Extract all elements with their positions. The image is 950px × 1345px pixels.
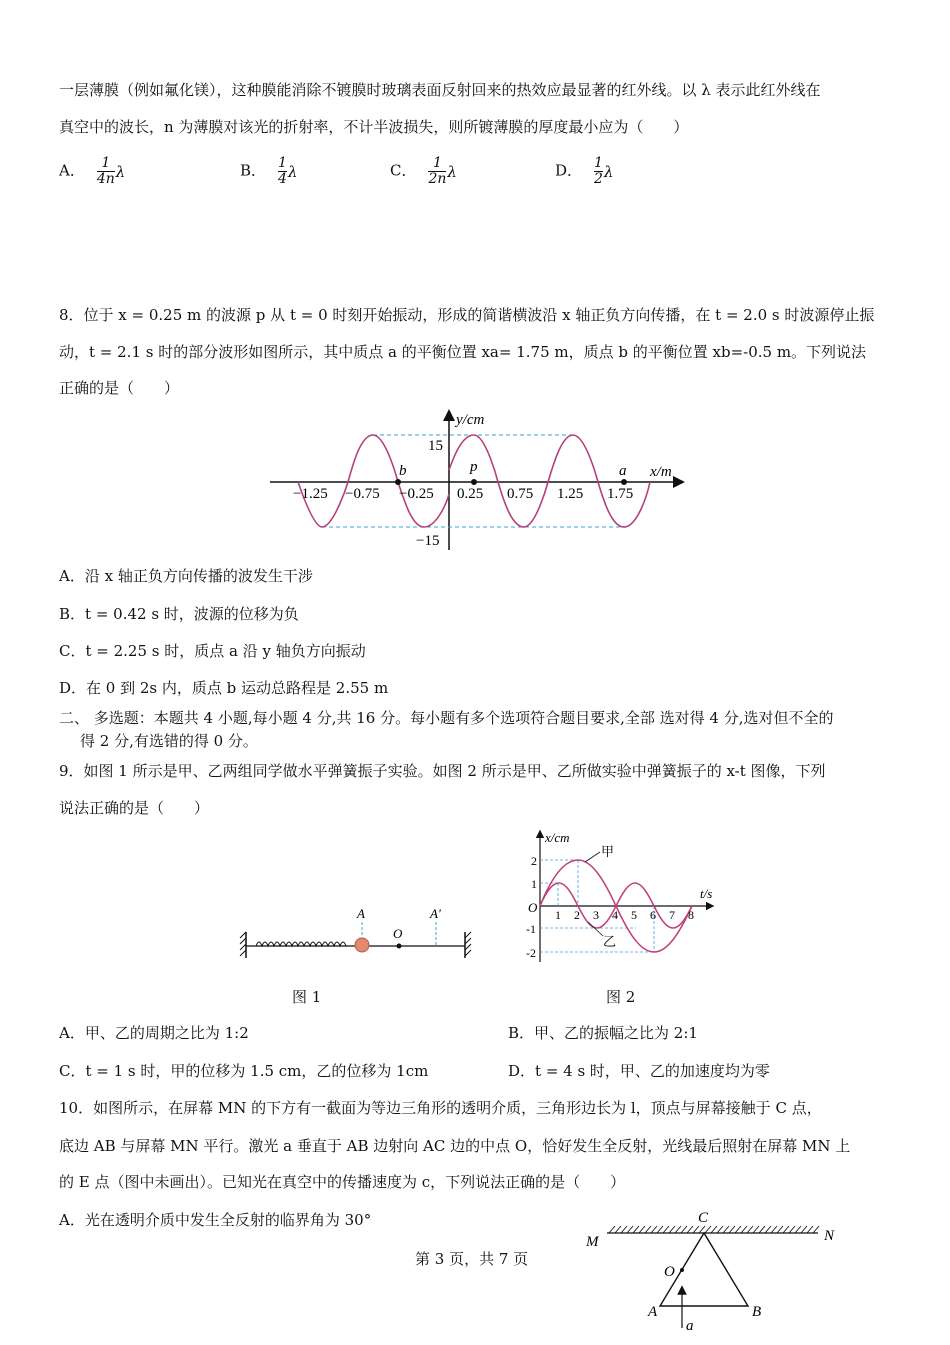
label-N: N xyxy=(824,1228,835,1244)
hatch-mark xyxy=(765,1226,771,1233)
x-tick-2: −0.75 xyxy=(345,486,380,502)
x-axis-label: x/cm xyxy=(545,830,570,845)
q9-option-d[interactable]: D．t = 4 s 时，甲、乙的加速度均为零 xyxy=(508,1062,770,1080)
q7-option-d[interactable] xyxy=(555,156,613,187)
q9-figure-2 xyxy=(520,828,720,968)
y-tick-1: 1 xyxy=(531,877,537,891)
q7-option-b[interactable] xyxy=(240,156,297,187)
label-jia: 甲 xyxy=(601,844,615,859)
q8-option-d[interactable]: D．在 0 到 2s 内，质点 b 运动总路程是 2.55 m xyxy=(59,679,389,697)
hatch-mark xyxy=(711,1226,717,1233)
hatch-mark xyxy=(633,1226,639,1233)
point-a xyxy=(621,479,627,485)
q9-option-b[interactable]: B．甲、乙的振幅之比为 2:1 xyxy=(508,1024,698,1042)
hatch-mark xyxy=(753,1226,759,1233)
hatch-mark xyxy=(663,1226,669,1233)
q8-line-1: 8．位于 x = 0.25 m 的波源 p 从 t = 0 时刻开始振动，形成的简谐横波沿 x 轴正负方向传播，在 t = 2.0 s 时波源停止振 xyxy=(59,306,875,324)
hatch-mark xyxy=(705,1226,711,1233)
label-B: B xyxy=(752,1304,762,1320)
hatch-mark xyxy=(639,1226,645,1233)
q8-line-3: 正确的是（ ） xyxy=(59,379,180,397)
option-label: B． xyxy=(240,161,267,180)
hatch-mark xyxy=(771,1226,777,1233)
fraction xyxy=(594,156,603,187)
hatch-mark xyxy=(801,1226,807,1233)
q9-line-2: 说法正确的是（ ） xyxy=(59,799,210,817)
hatch-mark xyxy=(783,1226,789,1233)
label-O: O xyxy=(393,926,403,941)
hatch-mark xyxy=(627,1226,633,1233)
y-tick-neg15: −15 xyxy=(416,533,440,549)
q10-line-1: 10．如图所示，在屏幕 MN 的下方有一截面为等边三角形的透明介质，三角形边长为 l，顶点与屏幕接触于 C 点， xyxy=(59,1099,822,1117)
numerator: 1 xyxy=(432,155,442,171)
fraction xyxy=(97,156,115,187)
x-tick-7: 1.75 xyxy=(607,486,634,502)
option-label: A． xyxy=(59,161,85,180)
hatch-mark xyxy=(747,1226,753,1233)
q9-option-c[interactable]: C．t = 1 s 时，甲的位移为 1.5 cm，乙的位移为 1cm xyxy=(59,1062,429,1080)
denominator: 2 xyxy=(594,171,603,187)
q9-figure-1 xyxy=(236,900,476,960)
q8-option-c[interactable]: C．t = 2.25 s 时，质点 a 沿 y 轴负方向振动 xyxy=(59,642,366,660)
hatch-mark xyxy=(681,1226,687,1233)
section-2-line-1: 二、 多选题：本题共 4 小题,每小题 4 分,共 16 分。每小题有多个选项符合题目要求,全部 选对得 4 分,选对但不全的 xyxy=(59,709,834,727)
hatch-mark xyxy=(687,1226,693,1233)
q7-line-1: 一层薄膜（例如氟化镁），这种膜能消除不镀膜时玻璃表面反射回来的热效应最显著的红外线。以 λ 表示此红外线在 xyxy=(59,81,821,99)
q8-line-2: 动，t = 2.1 s 时的部分波形如图所示，其中质点 a 的平衡位置 xa= 1.75 m，质点 b 的平衡位置 xb=-0.5 m。下列说法 xyxy=(59,343,867,361)
x-tick-3: −0.25 xyxy=(399,486,434,502)
label-M: M xyxy=(586,1234,599,1250)
x-tick-4: 0.25 xyxy=(457,486,484,502)
fraction xyxy=(428,156,446,187)
point-O xyxy=(397,944,402,949)
y-tick-neg2: -2 xyxy=(526,946,536,960)
numerator: 1 xyxy=(278,155,287,171)
hatch-mark xyxy=(735,1226,741,1233)
hatch-mark xyxy=(651,1226,657,1233)
lambda: λ xyxy=(115,162,126,181)
lambda: λ xyxy=(603,162,614,181)
hatch-mark xyxy=(741,1226,747,1233)
screen-hatch xyxy=(609,1226,819,1233)
hatch-mark xyxy=(675,1226,681,1233)
option-label: D． xyxy=(555,161,583,180)
t-tick-2: 2 xyxy=(574,908,580,922)
point-O xyxy=(680,1268,684,1272)
wave-right xyxy=(449,435,650,527)
hatch-mark xyxy=(693,1226,699,1233)
hatch-mark xyxy=(609,1226,615,1233)
left-wall-hatch xyxy=(240,932,246,956)
t-axis-label: t/s xyxy=(700,886,713,901)
hatch-mark xyxy=(621,1226,627,1233)
numerator: 1 xyxy=(101,155,111,171)
hatch-mark xyxy=(717,1226,723,1233)
right-wall-hatch xyxy=(465,932,471,956)
t-tick-5: 5 xyxy=(631,908,637,922)
q8-option-b[interactable]: B．t = 0.42 s 时，波源的位移为负 xyxy=(59,605,299,623)
q8-wave-graph xyxy=(265,405,695,555)
denominator: 2n xyxy=(428,171,447,187)
numerator: 1 xyxy=(594,155,603,171)
x-tick-6: 1.25 xyxy=(557,486,584,502)
t-tick-7: 7 xyxy=(669,908,675,922)
point-b xyxy=(395,479,401,485)
label-yi: 乙 xyxy=(603,934,617,949)
t-tick-4: 4 xyxy=(612,908,618,922)
q7-line-2: 真空中的波长，n 为薄膜对该光的折射率，不计半波损失，则所镀薄膜的厚度最小应为（ ） xyxy=(59,118,689,136)
hatch-mark xyxy=(645,1226,651,1233)
t-tick-8: 8 xyxy=(688,908,694,922)
x-axis-label: x/m xyxy=(650,464,672,480)
t-tick-6: 6 xyxy=(650,908,656,922)
q10-prism-figure xyxy=(580,1204,850,1345)
hatch-mark xyxy=(777,1226,783,1233)
yi-pointer xyxy=(588,922,603,936)
denominator: 4 xyxy=(278,171,287,187)
point-p xyxy=(471,479,477,485)
hatch-mark xyxy=(615,1226,621,1233)
y-axis-label: y/cm xyxy=(456,412,485,428)
jia-pointer xyxy=(585,852,600,862)
hatch-mark xyxy=(789,1226,795,1233)
x-tick-1: −1.25 xyxy=(293,486,328,502)
hatch-mark xyxy=(729,1226,735,1233)
hatch-mark xyxy=(795,1226,801,1233)
figure-2-caption: 图 2 xyxy=(606,988,636,1006)
hatch-mark xyxy=(807,1226,813,1233)
wave-left xyxy=(298,435,449,527)
hatch-mark xyxy=(723,1226,729,1233)
label-A-prime: A′ xyxy=(430,906,441,921)
label-A: A xyxy=(648,1304,658,1320)
y-tick-15: 15 xyxy=(428,438,443,454)
q8-option-a[interactable]: A．沿 x 轴正负方向传播的波发生干涉 xyxy=(59,567,313,585)
label-a: a xyxy=(619,463,627,479)
y-tick-2: 2 xyxy=(531,854,537,868)
page-footer: 第 3 页，共 7 页 xyxy=(415,1250,529,1268)
option-label: C． xyxy=(390,161,417,180)
label-b: b xyxy=(399,463,407,479)
q7-option-c[interactable] xyxy=(390,156,457,187)
q10-option-a[interactable]: A．光在透明介质中发生全反射的临界角为 30° xyxy=(59,1211,372,1229)
ball xyxy=(355,938,369,952)
y-tick-neg1: -1 xyxy=(526,922,536,936)
label-A: A xyxy=(357,906,365,921)
x-tick-5: 0.75 xyxy=(507,486,534,502)
lambda: λ xyxy=(447,162,457,181)
t-tick-3: 3 xyxy=(593,908,599,922)
hatch-mark xyxy=(813,1226,819,1233)
denominator: 4n xyxy=(96,171,115,187)
t-tick-1: 1 xyxy=(555,908,561,922)
q9-line-1: 9．如图 1 所示是甲、乙两组同学做水平弹簧振子实验。如图 2 所示是甲、乙所做实验中弹簧振子的 x-t 图像，下列 xyxy=(59,762,826,780)
label-a: a xyxy=(686,1318,694,1334)
q9-option-a[interactable]: A．甲、乙的周期之比为 1:2 xyxy=(59,1024,249,1042)
q7-option-a[interactable] xyxy=(59,156,125,187)
label-C: C xyxy=(698,1210,709,1226)
hatch-mark xyxy=(669,1226,675,1233)
fraction xyxy=(278,156,287,187)
lambda: λ xyxy=(287,162,298,181)
section-2-line-2: 得 2 分,有选错的得 0 分。 xyxy=(80,732,258,750)
q10-line-2: 底边 AB 与屏幕 MN 平行。激光 a 垂直于 AB 边射向 AC 边的中点 O，恰好发生全反射，光线最后照射在屏幕 MN 上 xyxy=(59,1137,851,1155)
figure-1-caption: 图 1 xyxy=(292,988,322,1006)
label-p: p xyxy=(470,459,478,475)
q10-line-3: 的 E 点（图中未画出）。已知光在真空中的传播速度为 c，下列说法正确的是（ ） xyxy=(59,1173,626,1191)
label-O: O xyxy=(664,1264,675,1280)
hatch-mark xyxy=(759,1226,765,1233)
hatch-mark xyxy=(657,1226,663,1233)
origin-label: O xyxy=(528,900,538,915)
